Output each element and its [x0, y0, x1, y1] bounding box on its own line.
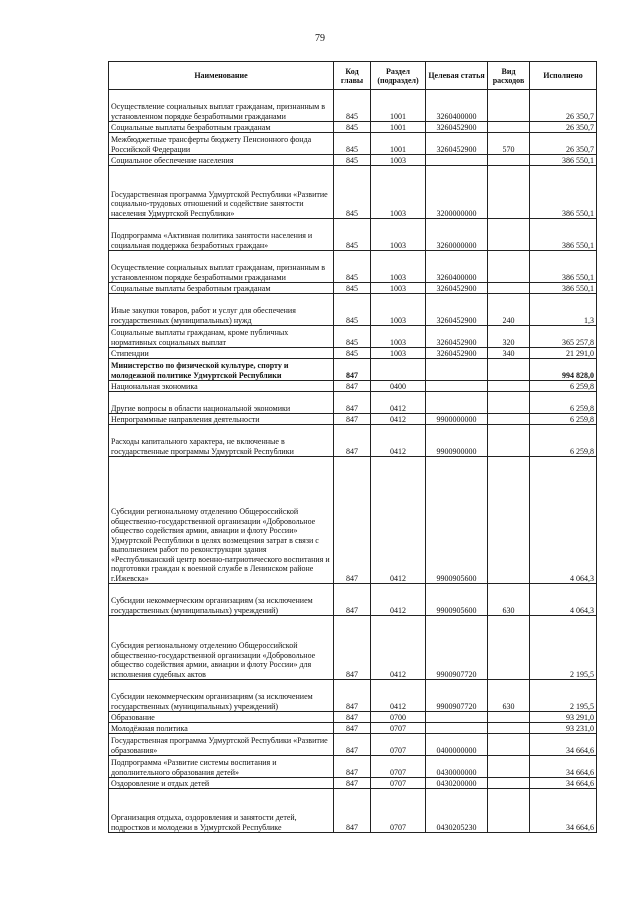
cell-name: Осуществление социальных выплат гражданам, признанным в установленном порядке безработными гражданами [109, 251, 334, 283]
cell-amount: 93 291,0 [530, 712, 597, 723]
cell-amount: 994 828,0 [530, 359, 597, 381]
table-row [109, 756, 597, 778]
table-row [109, 734, 597, 756]
table-row [109, 425, 597, 457]
table-row [109, 155, 597, 166]
cell-name: Непрограммные направления деятельности [109, 414, 334, 425]
cell-amount: 2 195,5 [530, 680, 597, 712]
cell-section: 1001 [371, 133, 426, 155]
cell-type [488, 414, 530, 425]
cell-type [488, 155, 530, 166]
cell-amount: 6 259,8 [530, 414, 597, 425]
cell-name: Субсидии региональному отделению Общероссийской общественно-государственной организации «Добровольное общество содействия армии, авиации и флоту России» Удмуртской Республики в целях возмещения затрат в связи с выполнением работ по реконструкции здания «Республиканский центр военно-патриотического воспитания и подготовки граждан к военной службе в Ленинском районе г.Ижевска» [109, 457, 334, 584]
cell-name: Молодёжная политика [109, 723, 334, 734]
cell-name: Социальные выплаты безработным гражданам [109, 283, 334, 294]
cell-code: 845 [334, 133, 371, 155]
cell-target: 0430000000 [426, 756, 488, 778]
cell-target: 3260400000 [426, 90, 488, 122]
cell-type [488, 219, 530, 251]
cell-name: Межбюджетные трансферты бюджету Пенсионного фонда Российской Федерации [109, 133, 334, 155]
cell-code: 847 [334, 734, 371, 756]
cell-name: Другие вопросы в области национальной экономики [109, 392, 334, 414]
cell-type [488, 712, 530, 723]
cell-target [426, 723, 488, 734]
cell-section: 1003 [371, 348, 426, 359]
cell-code: 847 [334, 723, 371, 734]
cell-name: Подпрограмма «Активная политика занятости населения и социальная поддержка безработных граждан» [109, 219, 334, 251]
cell-target: 3260452900 [426, 326, 488, 348]
table-row [109, 712, 597, 723]
cell-section: 0707 [371, 778, 426, 789]
cell-amount: 6 259,8 [530, 381, 597, 392]
cell-code: 845 [334, 326, 371, 348]
cell-section: 0400 [371, 381, 426, 392]
cell-amount: 26 350,7 [530, 122, 597, 133]
cell-type: 240 [488, 294, 530, 326]
cell-target: 3260452900 [426, 294, 488, 326]
table-row [109, 414, 597, 425]
cell-type [488, 166, 530, 219]
cell-type [488, 392, 530, 414]
cell-name: Национальная экономика [109, 381, 334, 392]
cell-section: 0707 [371, 789, 426, 833]
cell-code: 845 [334, 251, 371, 283]
cell-target [426, 392, 488, 414]
table-row [109, 680, 597, 712]
header-section: Раздел (подраздел) [371, 62, 426, 90]
table-row [109, 122, 597, 133]
cell-section: 0412 [371, 680, 426, 712]
table-row [109, 90, 597, 122]
cell-amount: 386 550,1 [530, 155, 597, 166]
cell-section: 0412 [371, 392, 426, 414]
cell-name: Государственная программа Удмуртской Республики «Развитие социально-трудовых отношений и содействие занятости населения Удмуртской Республики» [109, 166, 334, 219]
cell-code: 845 [334, 283, 371, 294]
cell-target: 9900905600 [426, 584, 488, 616]
cell-type: 570 [488, 133, 530, 155]
cell-section: 0412 [371, 457, 426, 584]
cell-target [426, 712, 488, 723]
header-name: Наименование [109, 62, 334, 90]
cell-code: 845 [334, 166, 371, 219]
cell-name: Стипендии [109, 348, 334, 359]
table-header-row [109, 62, 597, 90]
cell-code: 847 [334, 359, 371, 381]
cell-section: 1003 [371, 219, 426, 251]
cell-amount: 26 350,7 [530, 90, 597, 122]
cell-type: 630 [488, 584, 530, 616]
cell-amount: 26 350,7 [530, 133, 597, 155]
cell-type [488, 616, 530, 680]
cell-amount: 6 259,8 [530, 392, 597, 414]
table-row [109, 381, 597, 392]
cell-amount: 93 231,0 [530, 723, 597, 734]
cell-amount: 1,3 [530, 294, 597, 326]
cell-code: 847 [334, 680, 371, 712]
table-row [109, 283, 597, 294]
cell-section: 1003 [371, 294, 426, 326]
cell-amount: 386 550,1 [530, 251, 597, 283]
page-number: 79 [315, 33, 325, 44]
cell-amount: 365 257,8 [530, 326, 597, 348]
table-row [109, 326, 597, 348]
table-row [109, 219, 597, 251]
cell-type [488, 90, 530, 122]
cell-code: 847 [334, 616, 371, 680]
cell-code: 847 [334, 584, 371, 616]
cell-section: 1003 [371, 155, 426, 166]
cell-amount: 386 550,1 [530, 166, 597, 219]
table-row [109, 166, 597, 219]
cell-code: 847 [334, 414, 371, 425]
cell-section [371, 359, 426, 381]
cell-type: 340 [488, 348, 530, 359]
cell-code: 845 [334, 155, 371, 166]
cell-code: 847 [334, 756, 371, 778]
table-row [109, 251, 597, 283]
table-body [109, 90, 597, 833]
table-row [109, 778, 597, 789]
table-row [109, 789, 597, 833]
cell-amount: 21 291,0 [530, 348, 597, 359]
header-amount: Исполнено [530, 62, 597, 90]
table-row [109, 457, 597, 584]
cell-section: 0412 [371, 425, 426, 457]
cell-target: 9900000000 [426, 414, 488, 425]
table-row [109, 348, 597, 359]
cell-name: Осуществление социальных выплат гражданам, признанным в установленном порядке безработными гражданами [109, 90, 334, 122]
cell-name: Образование [109, 712, 334, 723]
cell-code: 845 [334, 90, 371, 122]
cell-code: 845 [334, 219, 371, 251]
cell-name: Социальные выплаты безработным гражданам [109, 122, 334, 133]
cell-amount: 4 064,3 [530, 457, 597, 584]
cell-target [426, 155, 488, 166]
cell-target [426, 359, 488, 381]
cell-type [488, 359, 530, 381]
cell-amount: 34 664,6 [530, 778, 597, 789]
cell-type [488, 723, 530, 734]
cell-amount: 34 664,6 [530, 756, 597, 778]
cell-name: Субсидия региональному отделению Общероссийской общественно-государственной организации «Добровольное общество содействия армии, авиации и флоту России» для исполнения судебных актов [109, 616, 334, 680]
cell-section: 1003 [371, 326, 426, 348]
table-row [109, 584, 597, 616]
cell-section: 0707 [371, 723, 426, 734]
cell-target: 0430205230 [426, 789, 488, 833]
cell-section: 0707 [371, 734, 426, 756]
header-type: Вид расходов [488, 62, 530, 90]
cell-target: 3260452900 [426, 133, 488, 155]
cell-code: 847 [334, 778, 371, 789]
cell-target: 3200000000 [426, 166, 488, 219]
cell-target [426, 381, 488, 392]
cell-code: 847 [334, 789, 371, 833]
table-row [109, 133, 597, 155]
cell-type [488, 778, 530, 789]
cell-type [488, 756, 530, 778]
cell-target: 3260000000 [426, 219, 488, 251]
cell-target: 0400000000 [426, 734, 488, 756]
cell-section: 1001 [371, 90, 426, 122]
cell-section: 1003 [371, 166, 426, 219]
cell-section: 1003 [371, 283, 426, 294]
cell-section: 0412 [371, 616, 426, 680]
table-row [109, 723, 597, 734]
cell-section: 1001 [371, 122, 426, 133]
cell-section: 0707 [371, 756, 426, 778]
cell-section: 0412 [371, 584, 426, 616]
cell-name: Субсидии некоммерческим организациям (за исключением государственных (муниципальных) учреждений) [109, 584, 334, 616]
cell-type [488, 789, 530, 833]
cell-name: Иные закупки товаров, работ и услуг для обеспечения государственных (муниципальных) нужд [109, 294, 334, 326]
table-row [109, 392, 597, 414]
cell-target: 9900907720 [426, 680, 488, 712]
table-row [109, 616, 597, 680]
cell-type [488, 734, 530, 756]
cell-target: 0430200000 [426, 778, 488, 789]
header-code: Код главы [334, 62, 371, 90]
table-row [109, 294, 597, 326]
cell-name: Субсидии некоммерческим организациям (за исключением государственных (муниципальных) учреждений) [109, 680, 334, 712]
cell-amount: 34 664,6 [530, 734, 597, 756]
header-target: Целевая статья [426, 62, 488, 90]
cell-type [488, 283, 530, 294]
cell-type [488, 381, 530, 392]
cell-target: 3260400000 [426, 251, 488, 283]
cell-amount: 2 195,5 [530, 616, 597, 680]
cell-amount: 4 064,3 [530, 584, 597, 616]
cell-type [488, 425, 530, 457]
cell-target: 3260452900 [426, 122, 488, 133]
cell-target: 9900907720 [426, 616, 488, 680]
cell-name: Расходы капитального характера, не включенные в государственные программы Удмуртской Республики [109, 425, 334, 457]
cell-name: Подпрограмма «Развитие системы воспитания и дополнительного образования детей» [109, 756, 334, 778]
cell-section: 0700 [371, 712, 426, 723]
cell-name: Социальные выплаты гражданам, кроме публичных нормативных социальных выплат [109, 326, 334, 348]
cell-code: 845 [334, 348, 371, 359]
cell-name: Социальное обеспечение населения [109, 155, 334, 166]
cell-name: Оздоровление и отдых детей [109, 778, 334, 789]
cell-type: 320 [488, 326, 530, 348]
cell-target: 9900905600 [426, 457, 488, 584]
cell-amount: 6 259,8 [530, 425, 597, 457]
cell-amount: 386 550,1 [530, 283, 597, 294]
cell-name: Организация отдыха, оздоровления и занятости детей, подростков и молодежи в Удмуртской Республике [109, 789, 334, 833]
cell-code: 847 [334, 381, 371, 392]
cell-type [488, 122, 530, 133]
cell-target: 3260452900 [426, 348, 488, 359]
cell-code: 847 [334, 392, 371, 414]
cell-type [488, 457, 530, 584]
cell-type [488, 251, 530, 283]
table-row [109, 359, 597, 381]
cell-code: 847 [334, 425, 371, 457]
cell-name: Государственная программа Удмуртской Республики «Развитие образования» [109, 734, 334, 756]
budget-table [108, 61, 597, 833]
cell-code: 847 [334, 712, 371, 723]
cell-code: 847 [334, 457, 371, 584]
cell-amount: 386 550,1 [530, 219, 597, 251]
cell-name: Министерство по физической культуре, спорту и молодежной политике Удмуртской Республики [109, 359, 334, 381]
cell-code: 845 [334, 294, 371, 326]
cell-target: 3260452900 [426, 283, 488, 294]
cell-target: 9900900000 [426, 425, 488, 457]
cell-amount: 34 664,6 [530, 789, 597, 833]
cell-type: 630 [488, 680, 530, 712]
cell-code: 845 [334, 122, 371, 133]
cell-section: 1003 [371, 251, 426, 283]
cell-section: 0412 [371, 414, 426, 425]
